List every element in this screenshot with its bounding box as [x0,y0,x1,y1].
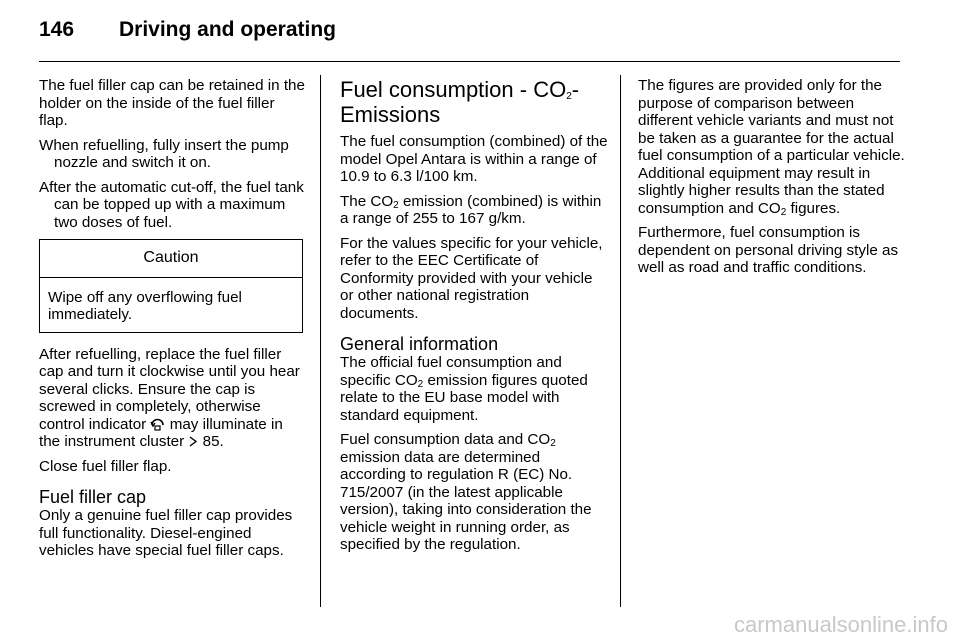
section-title: Driving and operating [119,18,337,41]
heading-general-information: General information [340,334,499,354]
column-right [638,77,906,284]
page-number: 146 [39,18,75,41]
header-rule [39,61,900,62]
paragraph: After refuelling, replace the fuel filler cap and turn it clockwise until you hear several clicks. Ensure the cap is screwed in completely, otherwise control indicator may illuminate in the instrument cluster 85. [39,345,300,450]
paragraph: The fuel consumption (combined) of the model Opel Antara is within a range of 10.9 to 6.3 l/100 km. [340,133,608,185]
heading-fuel-consumption: Fuel consumption - $CO_2-$ Emissions [340,77,580,127]
paragraph: For the values specific for your vehicle, refer to the EEC Certificate of Conformity provided with your vehicle or other national registration documents. [340,234,603,322]
column-divider-2 [620,75,621,607]
fuel-cap-indicator-icon [150,418,165,431]
caution-box [39,239,303,333]
paragraph: Furthermore, fuel consumption is dependent on personal driving style as well as road and traffic conditions. [638,224,899,276]
paragraph: Close fuel filler flap. [39,457,172,475]
paragraph: The $CO_2$ emission (combined) is within a range of 255 to 167 g/km. [340,192,602,227]
page-reference[interactable]: 85. [202,433,224,450]
paragraph: The fuel filler cap can be retained in the holder on the inside of the fuel filler flap. [39,77,305,129]
paragraph: When refuelling, fully insert the pump nozzle and switch it on. [39,136,289,171]
column-middle [340,77,608,561]
paragraph: The official fuel consumption and specific $CO_2$ emission figures quoted relate to the EU base model with standard equipment. [340,354,588,424]
page-reference-arrow-icon [188,436,198,447]
heading-fuel-filler-cap: Fuel filler cap [39,487,147,507]
paragraph: After the automatic cut-off, the fuel tank can be topped up with a maximum two doses of fuel. [39,178,304,231]
watermark: carmanualsonline.info [733,612,948,637]
page-header [39,18,336,42]
column-divider-1 [320,75,321,607]
paragraph: Only a genuine fuel filler cap provides full functionality. Diesel-engined vehicles have special fuel filler caps. [39,507,293,559]
paragraph: Fuel consumption data and $CO_2$ emission data are determined according to regulation R (EC) No. 715/2007 (in the latest applicable version), taking into consideration the vehicle weight in running order, as specified by the regulation. [340,431,592,553]
column-left [39,77,307,567]
caution-text: Wipe off any overflowing fuel immediately. [48,288,242,323]
caution-title: Caution [40,240,302,278]
paragraph: The figures are provided only for the purpose of comparison between different vehicle variants and must not be taken as a guarantee for the actual fuel consumption of a particular vehicle. Additional equipment may result in slightly higher results than the stated consumption and $CO_2$ figures. [638,77,905,218]
